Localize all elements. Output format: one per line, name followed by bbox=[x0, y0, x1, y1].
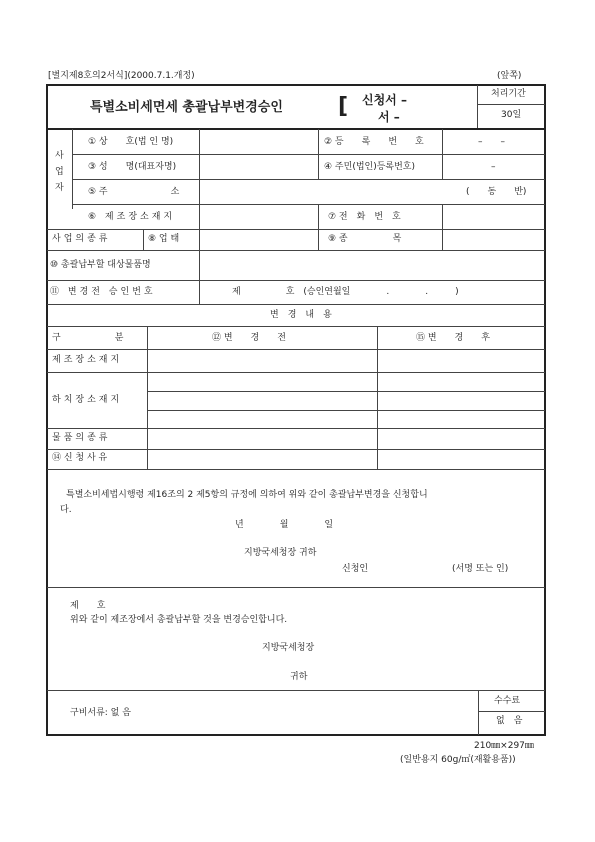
business-category-label: ⑧ 업 태 bbox=[148, 234, 180, 244]
address-label: ⑤ 주 소 bbox=[88, 187, 180, 197]
product-type-after-field[interactable] bbox=[378, 429, 544, 448]
phone-number-label: ⑦ 전 화 번 호 bbox=[328, 212, 401, 222]
paper-size: 210㎜×297㎜ bbox=[474, 741, 534, 751]
phone-number-field[interactable] bbox=[443, 205, 544, 228]
title-bracket: [ bbox=[338, 94, 349, 119]
processing-period-label: 처리기간 bbox=[491, 89, 526, 99]
column-category-header: 구 분 bbox=[52, 333, 124, 343]
storage-location-before-field[interactable] bbox=[148, 373, 376, 427]
product-type-before-field[interactable] bbox=[148, 429, 376, 448]
applicant-signature-label: 신청인 bbox=[342, 564, 369, 574]
factory-location-field[interactable] bbox=[200, 205, 317, 228]
target-products-label: ⑩ 총괄납부할 대상물품명 bbox=[50, 260, 151, 270]
declaration-text-line2: 다. bbox=[60, 505, 72, 515]
factory-location-before-field[interactable] bbox=[148, 350, 376, 371]
prior-approval-number-value[interactable]: 제 호 (승인연월일 . . ) bbox=[232, 287, 459, 297]
product-type-row-label: 물품의종류 bbox=[52, 433, 111, 443]
business-item-label: ⑨ 종 목 bbox=[328, 234, 402, 244]
registration-number-value[interactable]: – – bbox=[478, 137, 506, 147]
change-details-title: 변 경 내 용 bbox=[270, 310, 332, 320]
applicant-group-label-3: 자 bbox=[55, 183, 64, 193]
representative-name-field[interactable] bbox=[200, 155, 317, 178]
representative-name-label: ③ 성 명(대표자명) bbox=[88, 162, 177, 172]
fee-value: 없 음 bbox=[496, 716, 523, 726]
approval-notice-number: 제 호 bbox=[70, 601, 106, 611]
storage-location-row-label: 하치장소재지 bbox=[52, 395, 123, 405]
business-type-label: 사업의종류 bbox=[52, 234, 111, 244]
application-reason-row-label: ⑭ 신 청 사 유 bbox=[52, 453, 108, 463]
column-after-header: ⑮ 변 경 후 bbox=[416, 333, 490, 343]
signature-or-seal[interactable]: (서명 또는 인) bbox=[452, 564, 509, 574]
approval-notice-recipient: 귀하 bbox=[290, 672, 308, 682]
trade-name-label: ① 상 호(법 인 명) bbox=[88, 137, 174, 147]
fee-label: 수수료 bbox=[494, 696, 521, 706]
factory-location-after-field[interactable] bbox=[378, 350, 544, 371]
resident-number-value[interactable]: – bbox=[491, 162, 496, 172]
declaration-addressee: 지방국세청장 귀하 bbox=[244, 548, 317, 558]
registration-number-label: ② 등 록 번 호 bbox=[324, 137, 424, 147]
factory-location-row-label: 제조장소재지 bbox=[52, 355, 123, 365]
page-side: (앞쪽) bbox=[497, 71, 522, 81]
required-documents: 구비서류: 없 음 bbox=[70, 708, 131, 718]
business-category-field[interactable] bbox=[200, 230, 317, 249]
address-dong-suffix[interactable]: ( 동 반) bbox=[466, 187, 527, 197]
title-option-application: 신청서 – bbox=[362, 93, 407, 107]
column-before-header: ⑫ 변 경 전 bbox=[212, 333, 286, 343]
prior-approval-number-label: ⑪ 변경전 승인번호 bbox=[50, 287, 156, 297]
applicant-group-label-1: 사 bbox=[55, 151, 64, 161]
paper-spec: (일반용지 60g/㎡(재활용품)) bbox=[400, 755, 516, 765]
trade-name-field[interactable] bbox=[200, 130, 317, 153]
declaration-date[interactable]: 년 월 일 bbox=[235, 520, 334, 530]
approval-notice-text: 위와 같이 제조장에서 총괄납부할 것을 변경승인합니다. bbox=[70, 615, 288, 625]
declaration-text-line1: 특별소비세법시행령 제16조의 2 제5항의 규정에 의하여 위와 같이 총괄납부변경을 신청합니 bbox=[66, 490, 428, 500]
factory-location-label: ⑥ 제조장소재지 bbox=[88, 212, 176, 222]
form-number: [별지제8호의2서식](2000.7.1.개정) bbox=[48, 71, 195, 81]
resident-number-label: ④ 주민(법인)등록번호) bbox=[324, 162, 416, 172]
storage-location-after-field[interactable] bbox=[378, 373, 544, 427]
processing-period-value: 30일 bbox=[501, 110, 522, 120]
form-title: 특별소비세면세 총괄납부변경승인 bbox=[90, 100, 283, 115]
approval-notice-issuer: 지방국세청장 bbox=[262, 643, 315, 653]
applicant-group-label-2: 업 bbox=[55, 167, 64, 177]
business-item-field[interactable] bbox=[443, 230, 544, 249]
application-reason-field[interactable] bbox=[148, 450, 544, 468]
title-option-document: 서 – bbox=[378, 110, 400, 124]
target-products-field[interactable] bbox=[200, 251, 544, 279]
